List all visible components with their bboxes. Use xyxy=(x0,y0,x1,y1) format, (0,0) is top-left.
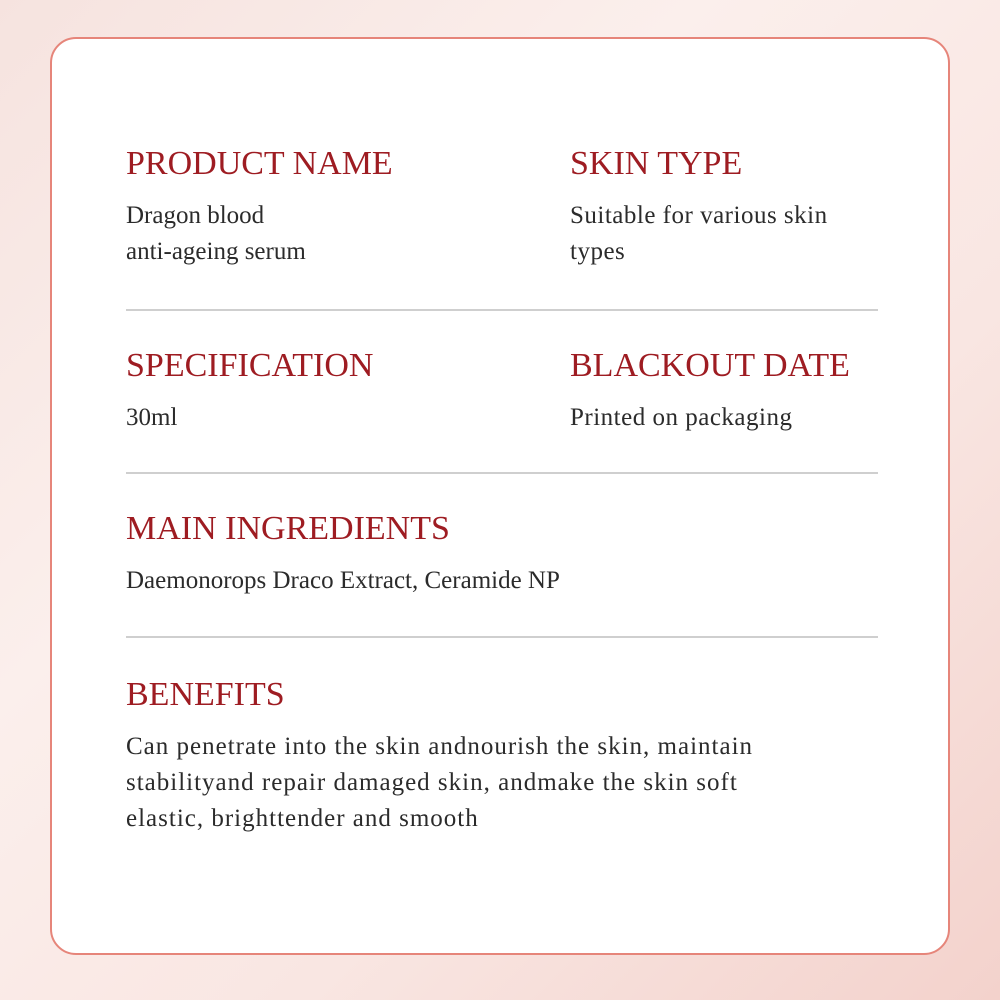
product-name-line-1: Dragon blood xyxy=(126,202,265,229)
benefits-value xyxy=(126,729,878,837)
skin-type-block xyxy=(570,144,890,270)
benefits-line-2: stabilityand repair damaged skin, andmake the skin soft xyxy=(126,769,738,796)
divider-1 xyxy=(126,309,878,311)
skin-type-line-1: Suitable for various skin xyxy=(570,202,828,229)
product-name-line-2: anti-ageing serum xyxy=(126,238,306,265)
benefits-line-3: elastic, brighttender and smooth xyxy=(126,805,479,832)
benefits-heading: BENEFITS xyxy=(126,676,285,713)
info-card xyxy=(50,37,950,955)
blackout-date-heading: BLACKOUT DATE xyxy=(570,347,850,384)
product-name-heading: PRODUCT NAME xyxy=(126,145,393,182)
skin-type-heading: SKIN TYPE xyxy=(570,145,743,182)
product-name-value xyxy=(126,198,546,270)
skin-type-line-2: types xyxy=(570,238,626,265)
main-ingredients-value: Daemonorops Draco Extract, Ceramide NP xyxy=(126,567,560,594)
main-ingredients-block xyxy=(126,509,878,609)
main-ingredients-heading: MAIN INGREDIENTS xyxy=(126,510,450,547)
specification-block xyxy=(126,346,546,436)
row-name-skin xyxy=(126,144,878,284)
divider-3 xyxy=(126,636,878,638)
blackout-date-block xyxy=(570,346,890,436)
product-name-block xyxy=(126,144,546,270)
divider-2 xyxy=(126,472,878,474)
row-spec-date xyxy=(126,346,878,446)
blackout-date-value: Printed on packaging xyxy=(570,404,793,431)
skin-type-value xyxy=(570,198,890,270)
benefits-line-1: Can penetrate into the skin andnourish the skin, maintain xyxy=(126,733,754,760)
specification-value: 30ml xyxy=(126,404,178,431)
specification-heading: SPECIFICATION xyxy=(126,347,374,384)
benefits-block xyxy=(126,675,878,855)
